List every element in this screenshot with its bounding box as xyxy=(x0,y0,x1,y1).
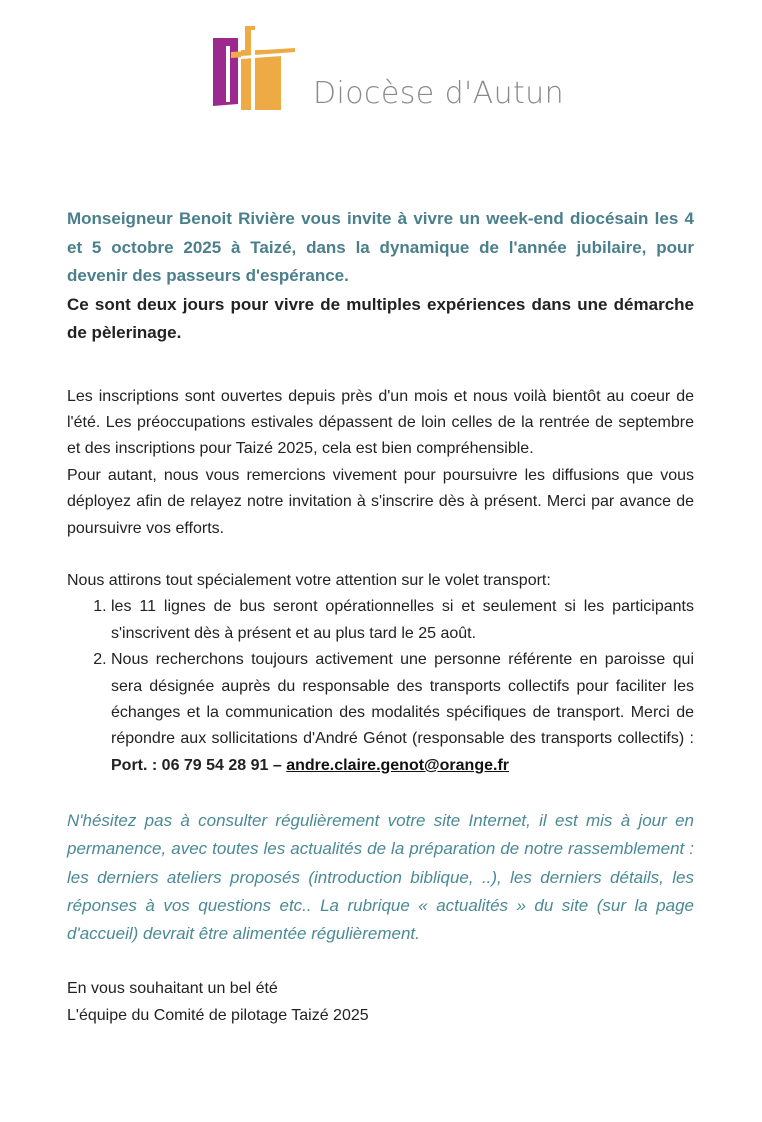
intro-invitation: Monseigneur Benoit Rivière vous invite à vivre un week-end diocésain les 4 et 5 octobre 2025 à Taizé, dans la dynamique de l'année jubilaire, pour devenir des passeurs d'espérance. xyxy=(67,209,694,285)
thanks-paragraph: Pour autant, nous vous remercions vivement pour poursuivre les diffusions que vous déployez afin de relayez notre invitation à s'inscrire dès à présent. Merci par avance de poursuivre vos efforts. xyxy=(67,466,694,537)
website-note: N'hésitez pas à consulter régulièrement votre site Internet, il est mis à jour en permanence, avec toutes les actualités de la préparation de notre rassemblement : les derniers ateliers proposés (introduction biblique, ..), les derniers détails, les réponses à vos questions etc.. La rubrique « actualités » du site (sur la page d'accueil) devrait être alimentée régulièrement. xyxy=(67,811,694,943)
intro-experience: Ce sont deux jours pour vivre de multiples expériences dans une démarche de pèlerinage. xyxy=(67,294,694,342)
transport-list xyxy=(67,594,694,779)
contact-email-link[interactable]: andre.claire.genot@orange.fr xyxy=(286,756,509,774)
closing-wish: En vous souhaitant un bel été xyxy=(67,980,278,998)
contact-phone: Port. : 06 79 54 28 91 – xyxy=(111,756,282,774)
header xyxy=(0,0,762,130)
letter-body xyxy=(67,205,694,1029)
transport-intro: Nous attirons tout spécialement votre attention sur le volet transport: xyxy=(67,571,551,589)
closing-signature: L'équipe du Comité de pilotage Taizé 2025 xyxy=(67,1006,369,1024)
transport-item-bus: 1. les 11 lignes de bus seront opérationnelles si et seulement si les participants s'inscrivent dès à présent et au plus tard le 25 août. xyxy=(111,594,694,647)
diocese-logo-text: Diocèse d'Autun xyxy=(313,76,564,111)
transport-item-referent: 2. Nous recherchons toujours activement une personne référente en paroisse qui sera désignée auprès du responsable des transports collectifs pour faciliter les échanges et la communication des modalités spécifiques de transport. Merci de répondre aux sollicitations d'André Génot (responsable des transports collectifs) : Port. : 06 79 54 28 91 – andre.claire.genot@orange.fr xyxy=(111,647,694,779)
diocese-logo-icon xyxy=(211,24,297,114)
registration-paragraph: Les inscriptions sont ouvertes depuis près d'un mois et nous voilà bientôt au coeur de l'été. Les préoccupations estivales dépassent de loin celles de la rentrée de septembre et des inscriptions pour Taizé 2025, cela est bien compréhensible. xyxy=(67,387,694,458)
